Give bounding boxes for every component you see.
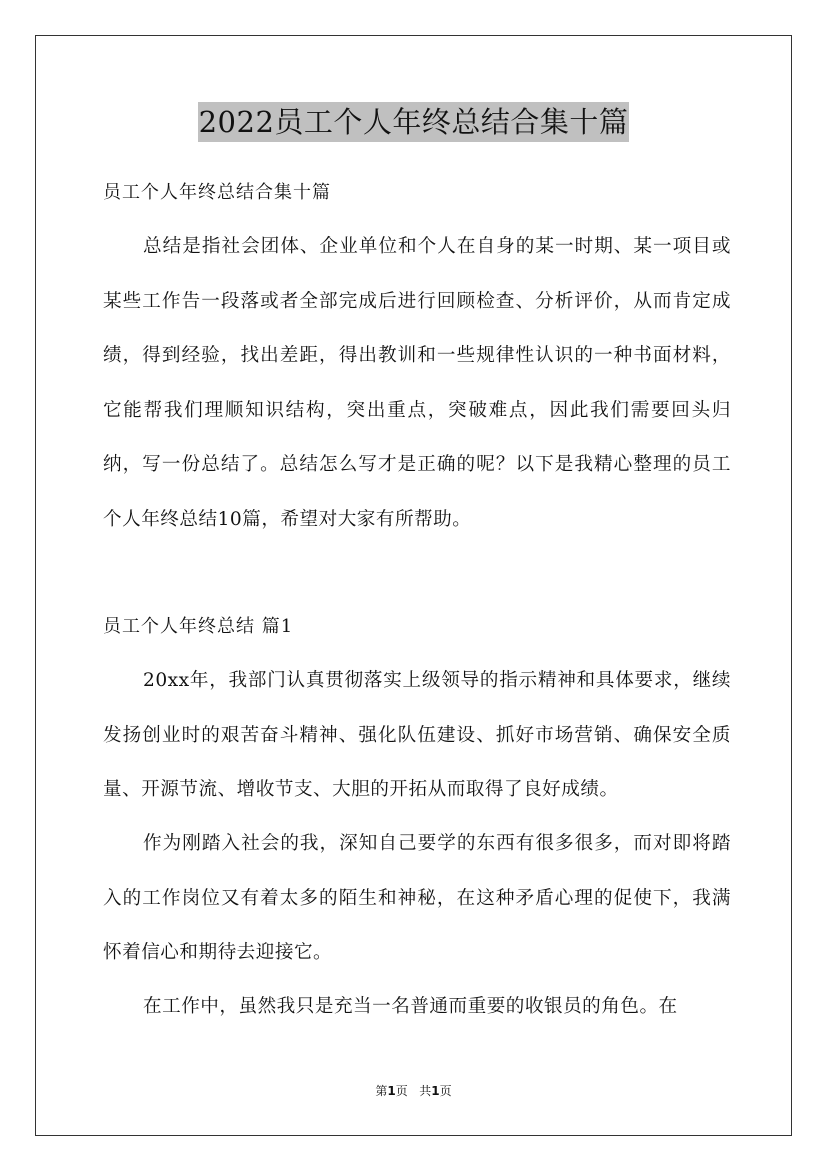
page-footer <box>0 1082 827 1100</box>
intro-paragraph: 总结是指社会团体、企业单位和个人在自身的某一时期、某一项目或某些工作告一段落或者全部完成后进行回顾检查、分析评价，从而肯定成绩，得到经验，找出差距，得出教训和一些规律性认识的一种书面材料，它能帮我们理顺知识结构，突出重点，突破难点，因此我们需要回头归纳，写一份总结了。总结怎么写才是正确的呢？以下是我精心整理的员工个人年终总结10篇，希望对大家有所帮助。 <box>103 236 731 530</box>
footer-total-prefix: 共 <box>419 1084 432 1098</box>
body-paragraph: 作为刚踏入社会的我，深知自己要学的东西有很多很多，而对即将踏入的工作岗位又有着太多的陌生和神秘，在这种矛盾心理的促使下，我满怀着信心和期待去迎接它。 <box>103 833 731 963</box>
footer-prefix: 第 <box>375 1084 388 1098</box>
document-title: 2022员工个人年终总结合集十篇 <box>198 102 630 142</box>
footer-page-number: 1 <box>387 1084 396 1098</box>
body-paragraph: 在工作中，虽然我只是充当一名普通而重要的收银员的角色。在 <box>143 996 678 1017</box>
document-subtitle: 员工个人年终总结合集十篇 <box>103 182 331 203</box>
footer-total-unit: 页 <box>439 1084 452 1098</box>
body-paragraph: 20xx年，我部门认真贯彻落实上级领导的指示精神和具体要求，继续发扬创业时的艰苦奋斗精神、强化队伍建设、抓好市场营销、确保安全质量、开源节流、增收节支、大胆的开拓从而取得了良好成绩。 <box>103 670 731 800</box>
section-heading: 员工个人年终总结 篇1 <box>103 616 294 637</box>
footer-page-unit: 页 <box>395 1084 408 1098</box>
footer-total-pages: 1 <box>431 1084 440 1098</box>
title-container <box>0 102 827 142</box>
